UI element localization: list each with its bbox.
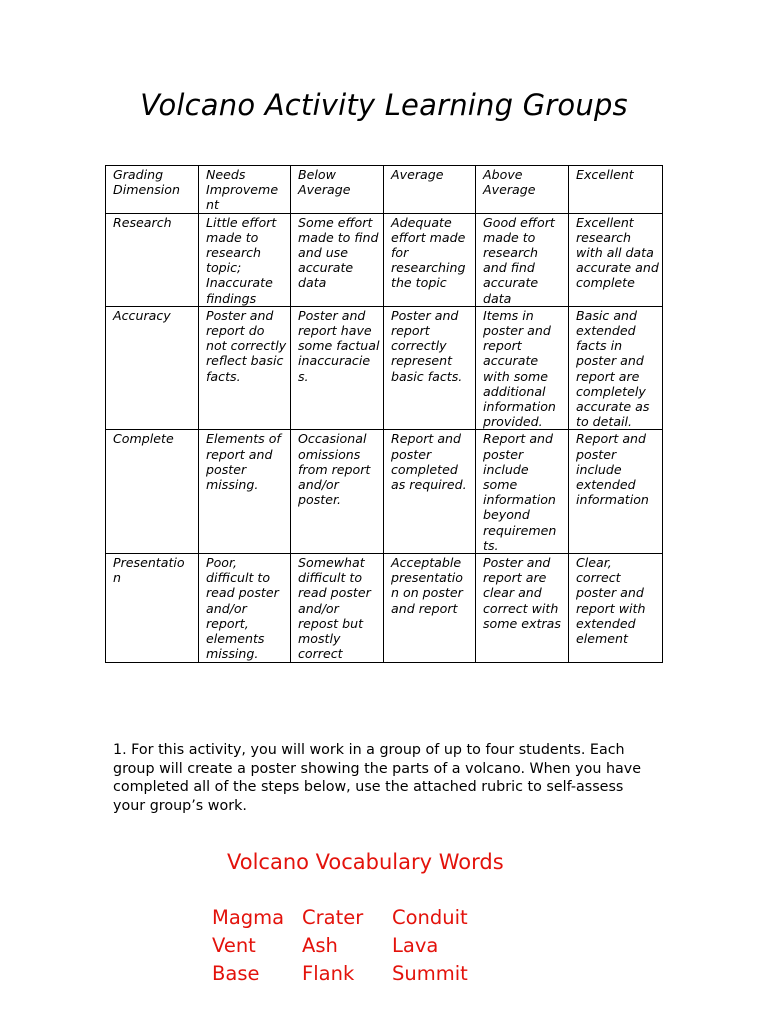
table-cell: Poster and report are clear and correct with some extras: [476, 554, 569, 662]
table-cell: Report and poster include some information beyond requiremen ts.: [476, 430, 569, 554]
header-cell: Average: [384, 166, 476, 214]
table-cell: Poor, difficult to read poster and/or report, elements missing.: [199, 554, 291, 662]
header-cell: Needs Improveme nt: [199, 166, 291, 214]
table-cell: Elements of report and poster missing.: [199, 430, 291, 554]
table-cell: Poster and report do not correctly reflect basic facts.: [199, 306, 291, 430]
table-cell: Good effort made to research and find accurate data: [476, 213, 569, 306]
table-cell: Report and poster include extended information: [569, 430, 663, 554]
vocab-word: Base: [212, 962, 260, 985]
table-cell: Accuracy: [106, 306, 199, 430]
table-cell: Poster and report have some factual inaccuracie s.: [291, 306, 384, 430]
table-cell: Occasional omissions from report and/or poster.: [291, 430, 384, 554]
table-cell: Little effort made to research topic; Inaccurate findings: [199, 213, 291, 306]
vocab-word-grid: [212, 906, 492, 986]
vocab-word: Vent: [212, 934, 256, 957]
table-cell: Clear, correct poster and report with extended element: [569, 554, 663, 662]
header-cell: Grading Dimension: [106, 166, 199, 214]
table-cell: Presentatio n: [106, 554, 199, 662]
vocab-word: Flank: [302, 962, 355, 985]
rubric-row-complete: [106, 430, 663, 554]
table-cell: Items in poster and report accurate with some additional information provided.: [476, 306, 569, 430]
table-cell: Report and poster completed as required.: [384, 430, 476, 554]
table-cell: Acceptable presentatio n on poster and report: [384, 554, 476, 662]
rubric-header-row: [106, 166, 663, 214]
header-cell: Excellent: [569, 166, 663, 214]
rubric-table: [105, 165, 663, 663]
rubric-row-presentation: [106, 554, 663, 662]
vocab-word: Lava: [392, 934, 439, 957]
vocab-word: Crater: [302, 906, 364, 929]
table-cell: Research: [106, 213, 199, 306]
header-cell: Above Average: [476, 166, 569, 214]
page-title: Volcano Activity Learning Groups: [140, 88, 628, 122]
header-cell: Below Average: [291, 166, 384, 214]
table-cell: Adequate effort made for researching the topic: [384, 213, 476, 306]
rubric-row-accuracy: [106, 306, 663, 430]
vocab-title: Volcano Vocabulary Words: [227, 850, 504, 874]
vocab-word: Magma: [212, 906, 285, 929]
table-cell: Excellent research with all data accurate and complete: [569, 213, 663, 306]
vocab-word: Ash: [302, 934, 338, 957]
table-cell: Poster and report correctly represent basic facts.: [384, 306, 476, 430]
rubric-row-research: [106, 213, 663, 306]
table-cell: Somewhat difficult to read poster and/or repost but mostly correct: [291, 554, 384, 662]
intro-paragraph: 1. For this activity, you will work in a group of up to four students. Each group will create a poster showing the parts of a volcano. When you have completed all of the steps below, use the attached rubric to self-assess your group’s work.: [113, 742, 642, 814]
table-cell: Basic and extended facts in poster and report are completely accurate as to detail.: [569, 306, 663, 430]
table-cell: Complete: [106, 430, 199, 554]
table-cell: Some effort made to find and use accurate data: [291, 213, 384, 306]
vocab-word: Conduit: [392, 906, 468, 929]
vocab-word: Summit: [392, 962, 468, 985]
